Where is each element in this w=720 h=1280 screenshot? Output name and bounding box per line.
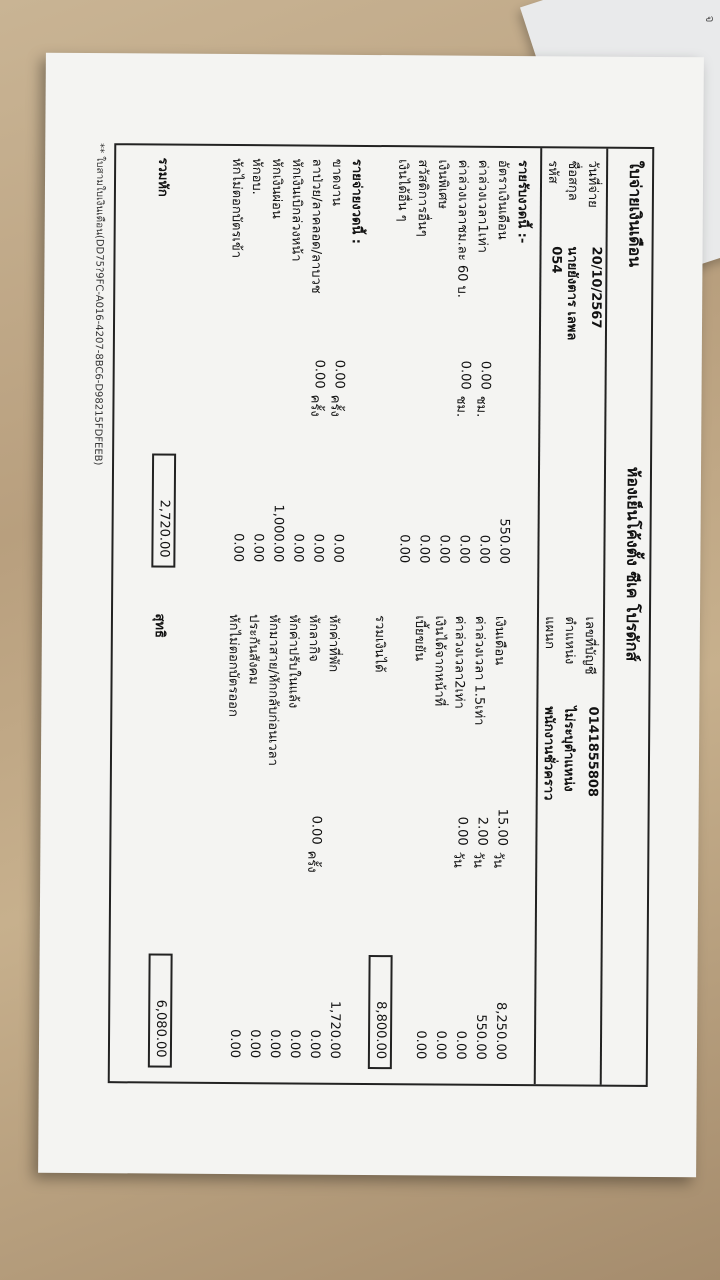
row-label: หักเงินเบิกล่วงหน้า — [288, 158, 305, 262]
row-amount: 0.00 — [452, 1030, 469, 1060]
row-label: ค่าล่วงเวลาชม.ละ 60 บ. — [454, 159, 471, 298]
row-amount: 0.00 — [476, 534, 492, 564]
row-unit: วัน — [450, 851, 466, 868]
row-label: ขาดงาน — [328, 158, 345, 206]
row-qty: 0.00 — [477, 360, 493, 390]
row-amount: 8,250.00 — [492, 1001, 509, 1060]
pay-date: 20/10/2567 — [588, 246, 604, 329]
row-qty: 2.00 — [474, 816, 490, 846]
row-amount: 0.00 — [286, 1029, 303, 1059]
background-mark: จ — [702, 15, 717, 23]
row-amount: 0.00 — [456, 534, 472, 564]
employee-code: 054 — [548, 246, 564, 274]
row-label: หักมาสาย/หักกลับก่อนเวลา — [264, 614, 282, 767]
footer-note: ** ใบสามใบเงินเดือน(DD75?9FC-A016-4207-8BC6-D98215FDFEEB) — [92, 143, 106, 466]
income-title: รายรับงวดนี้ :- — [514, 159, 531, 244]
row-label: เบี้ยขยัน — [411, 615, 427, 662]
row-amount: 0.00 — [250, 533, 266, 563]
row-label: อัตราเงินเดือน — [494, 159, 511, 240]
row-unit: ครั้ง — [307, 394, 323, 417]
code-label: รหัส — [545, 160, 561, 184]
row-amount: 0.00 — [246, 1029, 263, 1059]
row-unit: ชม. — [473, 395, 489, 418]
row-label: หักไม่ตอกบัตรเข้า — [228, 157, 245, 259]
account-label: เลขที่บัญชี — [581, 616, 597, 675]
row-label: ค่าล่วงเวลา2เท่า — [451, 615, 467, 709]
net-total: 6,080.00 — [152, 999, 169, 1058]
row-unit: ครั้ง — [304, 850, 320, 873]
row-label: ค่าล่วงเวลา1เท่า — [474, 159, 491, 254]
deduct-total: 2,720.00 — [156, 499, 172, 558]
row-qty: 15.00 — [494, 808, 510, 846]
row-amount: 0.00 — [416, 534, 432, 564]
row-amount: 0.00 — [436, 534, 452, 564]
name-label: ชื่อสกุล — [564, 160, 581, 201]
row-amount: 0.00 — [396, 534, 412, 564]
employee-name: นายยังตาร เลพล — [563, 246, 580, 341]
row-qty: 0.00 — [457, 360, 473, 390]
row-unit: วัน — [470, 851, 486, 868]
row-label: เงินได้อื่น ๆ — [394, 159, 411, 222]
row-amount: 0.00 — [432, 1030, 449, 1060]
payslip-title: ใบจ่ายเงินเดือน — [625, 160, 646, 268]
row-amount: 550.00 — [496, 518, 512, 564]
row-unit: วัน — [490, 851, 506, 869]
row-amount: 0.00 — [230, 533, 246, 563]
position-label: ตำแหน่ง — [561, 616, 577, 665]
row-amount: 0.00 — [290, 533, 306, 563]
row-amount: 0.00 — [226, 1029, 243, 1059]
row-qty: 0.00 — [308, 815, 324, 845]
department: พนักงานชั่วคราว — [540, 706, 557, 801]
row-amount: 0.00 — [330, 533, 346, 563]
row-qty: 0.00 — [331, 359, 347, 389]
row-label: ค่าล่วงเวลา 1.5เท่า — [471, 615, 487, 726]
row-amount: 0.00 — [310, 533, 326, 563]
row-label: สวัสดิการอื่นๆ — [414, 159, 431, 237]
position: ไม่ระบุตำแหน่ง — [560, 706, 577, 792]
net-label: สุทธิ — [151, 613, 168, 639]
row-label: หักค่าปรับในแล้ง — [285, 614, 302, 709]
row-label: เงินพิเศษ — [434, 159, 451, 210]
row-label: หักค่าที่พัก — [325, 614, 342, 673]
account-number: 0141855808 — [584, 706, 601, 798]
row-amount: 550.00 — [472, 1014, 489, 1060]
row-qty: 0.00 — [454, 816, 470, 846]
company-name: ห้องเย็นโค้งตั้ง ซีเค โปรดักส์ — [622, 466, 644, 662]
row-amount: 0.00 — [266, 1029, 283, 1059]
payslip-paper — [38, 53, 704, 1178]
income-total-label: รวมเงินได้ — [371, 615, 387, 673]
dept-label: แผนก — [541, 616, 557, 650]
row-label: หักลากิจ — [305, 614, 322, 662]
row-label: ประกันสังคม — [245, 614, 262, 685]
row-amount: 1,720.00 — [326, 1000, 343, 1059]
row-label: เงินได้จากหน้าที่ — [431, 615, 447, 707]
row-unit: ครั้ง — [327, 394, 343, 417]
row-amount: 0.00 — [306, 1029, 323, 1059]
pay-date-label: วันที่จ่าย — [584, 160, 601, 208]
income-total: 8,800.00 — [372, 1001, 389, 1060]
row-label: ลาป่วย/ลาคลอด/ลาบวช — [308, 158, 325, 294]
deduct-title: รายจ่ายงวดนี้ : — [348, 158, 365, 245]
row-qty: 0.00 — [311, 359, 327, 389]
row-label: เงินเดือน — [491, 615, 507, 666]
row-unit: ชม. — [453, 395, 469, 418]
row-label: หักอบ. — [248, 158, 265, 195]
deduct-total-label: รวมหัก — [154, 157, 171, 197]
payslip-document — [68, 123, 675, 1107]
row-label: หักไม่ตอกบัตรออก — [225, 613, 242, 717]
row-amount: 1,000.00 — [270, 504, 286, 563]
row-amount: 0.00 — [412, 1030, 429, 1060]
row-label: หักเงินผ่อน — [268, 158, 285, 219]
